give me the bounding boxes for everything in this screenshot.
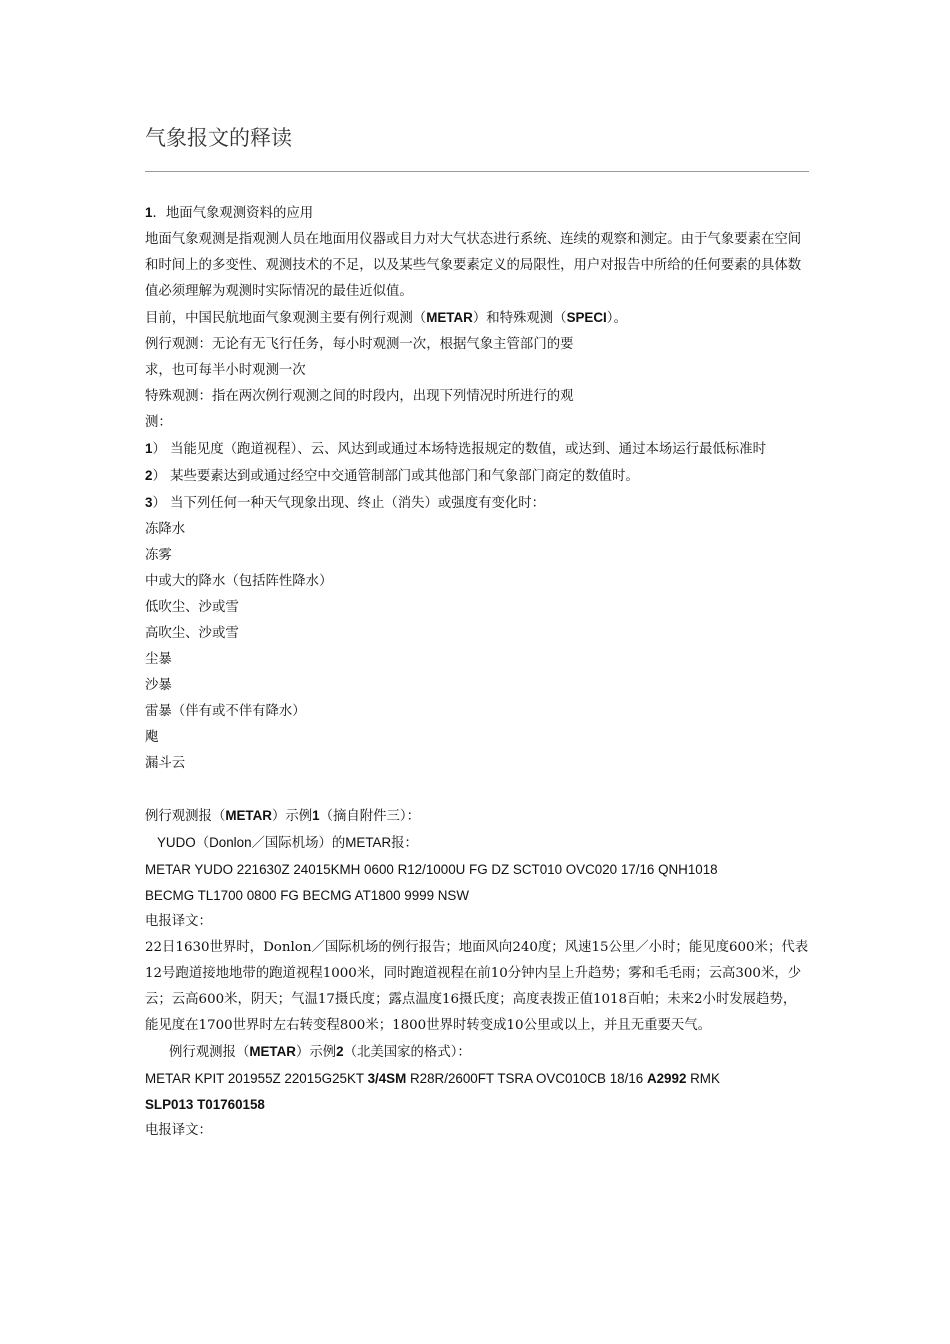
routine-obs-line-1: 例行观测：无论有无飞行任务，每小时观测一次，根据气象主管部门的要 — [145, 337, 574, 352]
text-span: （北美国家的格式）： — [343, 1045, 471, 1060]
text-span: ）示例 — [295, 1045, 337, 1060]
phenomenon-item: 高吹尘、沙或雪 — [145, 626, 239, 641]
spacer — [145, 777, 809, 803]
item-number: 2 — [145, 468, 153, 483]
text-span: （摘自附件三）： — [319, 809, 421, 824]
example-number: 1 — [312, 808, 320, 823]
document-body — [145, 200, 809, 1144]
section-heading-text: ．地面气象观测资料的应用 — [152, 206, 314, 221]
station-code: YUDO — [157, 835, 196, 850]
item-number: 1 — [145, 441, 153, 456]
section-heading — [145, 200, 809, 227]
speci-term: SPECI — [566, 310, 607, 325]
example1-code-line-1: METAR YUDO 221630Z 24015KMH 0600 R12/1000U FG DZ SCT010 OVC020 17/16 QNH1018 — [145, 862, 718, 877]
example2-code-line-2 — [145, 1092, 809, 1118]
condition-item — [145, 490, 809, 517]
text-span: （ — [195, 836, 210, 851]
text-span: ／国际机场）的 — [251, 836, 346, 851]
code-span: R28R/2600FT TSRA OVC010CB 18/16 — [406, 1071, 647, 1086]
metar-term: METAR — [345, 835, 392, 850]
code-span: METAR KPIT 201955Z 22015G25KT — [145, 1071, 368, 1086]
metar-term: METAR — [426, 310, 473, 325]
phenomenon-item: 冻雾 — [145, 548, 172, 563]
text-span: 目前，中国民航地面气象观测主要有例行观测（ — [145, 311, 427, 326]
section-number: 1 — [145, 205, 153, 220]
metar-term: METAR — [225, 808, 272, 823]
example1-station-line — [145, 830, 809, 857]
title-divider — [145, 171, 809, 172]
visibility-code: 3/4SM — [367, 1071, 407, 1086]
text-span: ）示例 — [271, 809, 313, 824]
text-span: ）。 — [606, 311, 627, 326]
example1-heading — [145, 803, 809, 830]
phenomenon-item: 飑 — [145, 730, 159, 745]
item-number: 3 — [145, 495, 153, 510]
metar-term: METAR — [249, 1044, 296, 1059]
text-span: 例行观测报（ — [145, 809, 226, 824]
phenomenon-item: 低吹尘、沙或雪 — [145, 600, 239, 615]
item-text: ） 当下列任何一种天气现象出现、终止（消失）或强度有变化时： — [152, 496, 546, 511]
example1-translation: 22日1630世界时，Donlon／国际机场的例行报告；地面风向240度；风速15公里／小时；能见度600米；代表12号跑道接地地带的跑道视程1000米，同时跑道视程在前10分钟内呈上升趋势；雾和毛毛雨；云高300米，少云；云高600米，阴天；气温17摄氏度；露点温度16摄氏度；高度表拨正值1018百帕；未来2小时发展趋势，能见度在1700世界时左右转变程800米；1800世界时转变成10公里或以上，并且无重要天气。 — [145, 940, 809, 1033]
page-title: 气象报文的释读 — [145, 126, 292, 150]
phenomenon-item: 中或大的降水（包括阵性降水） — [145, 574, 333, 589]
station-name: Donlon — [209, 835, 252, 850]
special-obs-line-1: 特殊观测：指在两次例行观测之间的时段内，出现下列情况时所进行的观 — [145, 389, 574, 404]
phenomenon-item: 漏斗云 — [145, 756, 186, 771]
example1-code-line-2: BECMG TL1700 0800 FG BECMG AT1800 9999 NSW — [145, 888, 470, 903]
example1-translation-label: 电报译文： — [145, 914, 212, 929]
phenomenon-item: 冻降水 — [145, 522, 186, 537]
example2-translation-label: 电报译文： — [145, 1123, 212, 1138]
condition-item — [145, 463, 809, 490]
remarks-code: SLP013 T01760158 — [145, 1097, 265, 1112]
text-span: 例行观测报（ — [169, 1045, 250, 1060]
phenomenon-item: 尘暴 — [145, 652, 172, 667]
routine-obs-line-2: 求，也可每半小时观测一次 — [145, 363, 306, 378]
example-number: 2 — [336, 1044, 344, 1059]
phenomenon-item: 沙暴 — [145, 678, 172, 693]
special-obs-line-2: 测： — [145, 415, 172, 430]
phenomenon-item: 雷暴（伴有或不伴有降水） — [145, 704, 306, 719]
item-text: ） 当能见度（跑道视程）、云、风达到或通过本场特选报规定的数值，或达到、通过本场运行最低标准时 — [152, 442, 766, 457]
code-span: RMK — [686, 1071, 720, 1086]
observation-types-line — [145, 305, 809, 332]
text-span: 报： — [391, 836, 418, 851]
item-text: ） 某些要素达到或通过经空中交通管制部门或其他部门和气象部门商定的数值时。 — [152, 469, 639, 484]
text-span: ）和特殊观测（ — [472, 311, 567, 326]
intro-paragraph: 地面气象观测是指观测人员在地面用仪器或目力对大气状态进行系统、连续的观察和测定。由于气象要素在空间和时间上的多变性、观测技术的不足，以及某些气象要素定义的局限性，用户对报告中所给的任何要素的具体数值必须理解为观测时实际情况的最佳近似值。 — [145, 232, 802, 299]
example2-heading — [145, 1039, 809, 1066]
example2-code-line-1 — [145, 1066, 809, 1092]
condition-item — [145, 436, 809, 463]
altimeter-code: A2992 — [646, 1071, 687, 1086]
